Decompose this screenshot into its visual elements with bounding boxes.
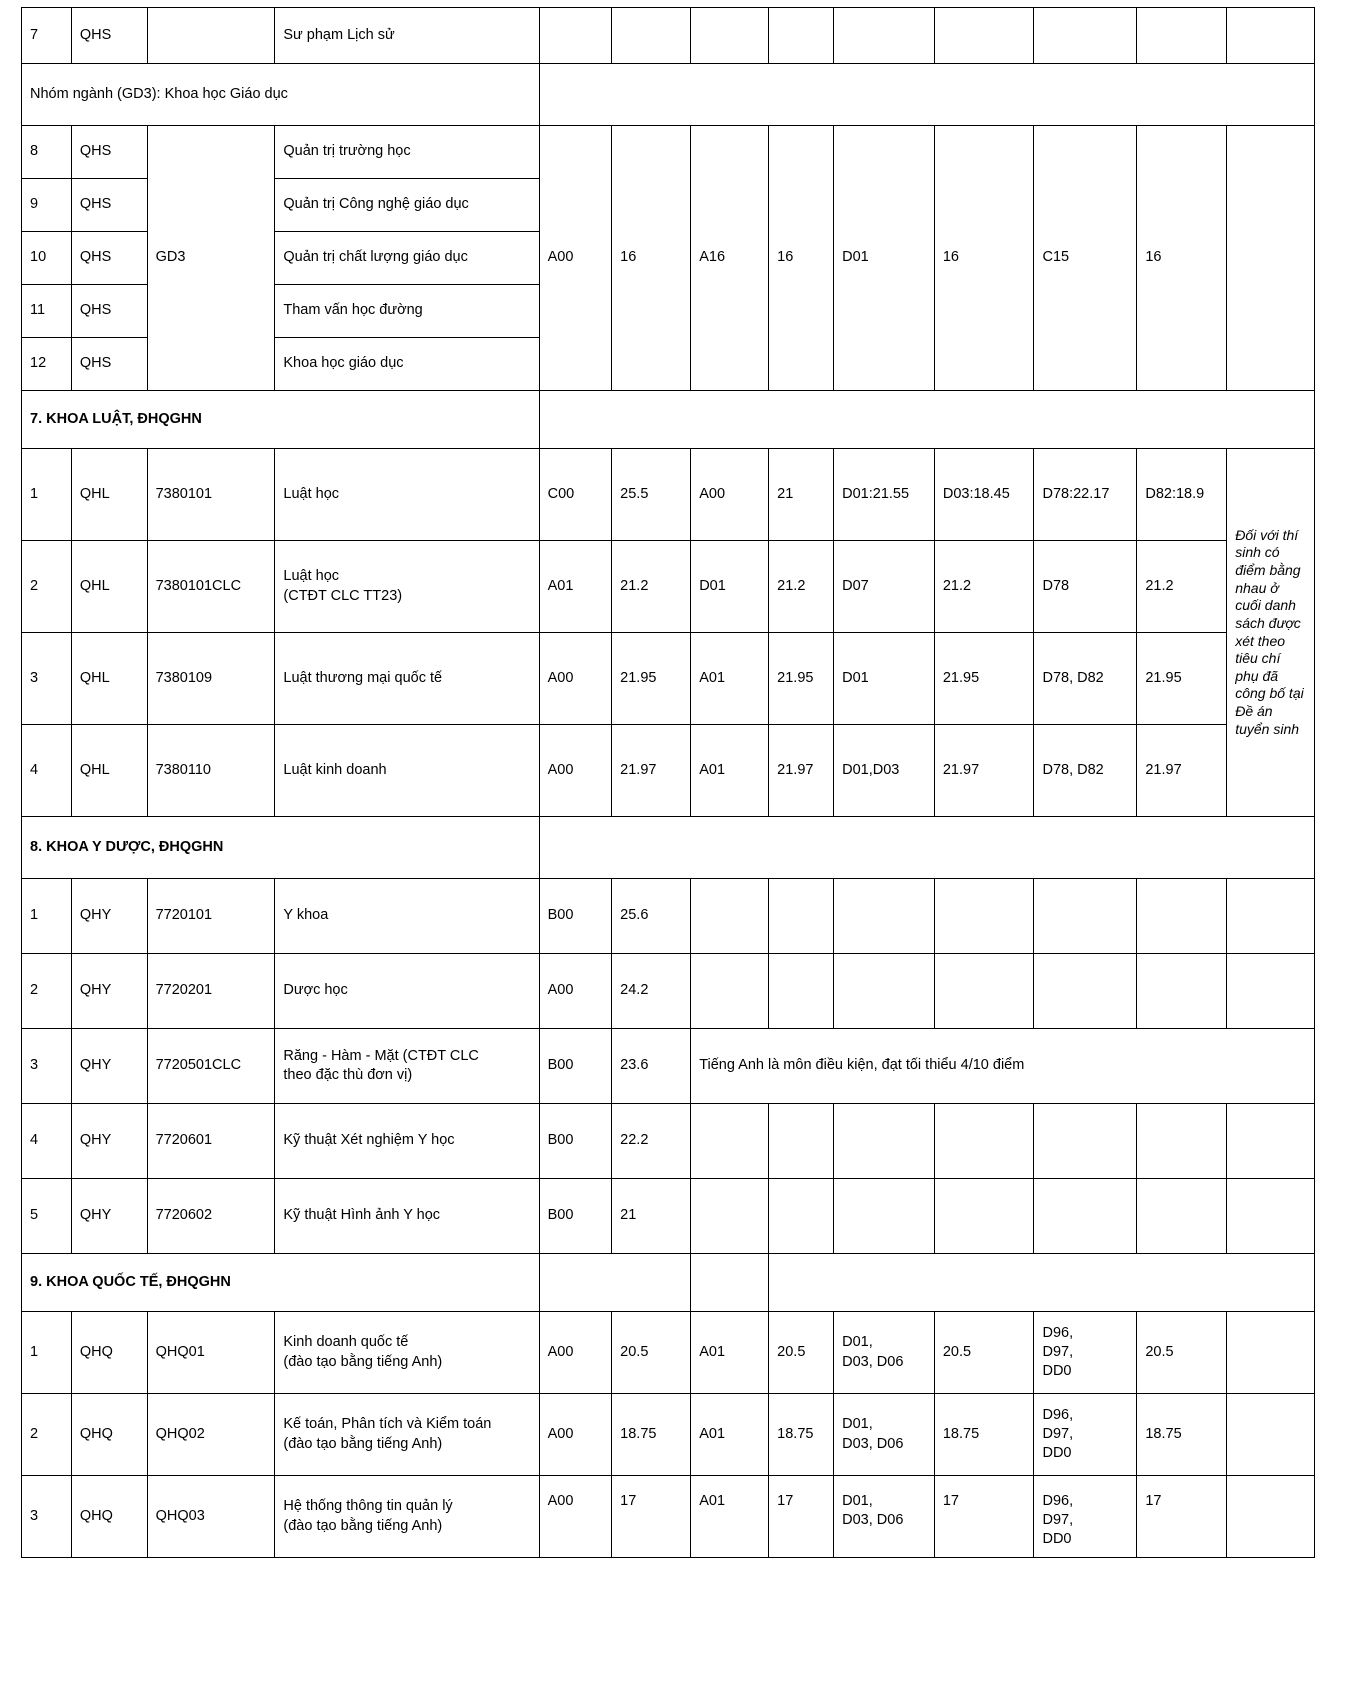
row-number: 3 — [22, 1029, 72, 1104]
section-header-filler — [539, 391, 1314, 449]
score-3: 20.5 — [934, 1312, 1034, 1394]
score-1: 17 — [612, 1476, 691, 1558]
note-cell — [1227, 879, 1315, 954]
block-2: D01 — [691, 541, 769, 633]
shaded-cell — [834, 954, 935, 1029]
admission-score-table — [21, 7, 1315, 1558]
section-title-khoa-luat: 7. KHOA LUẬT, ĐHQGHN — [22, 391, 540, 449]
row-number: 9 — [22, 179, 72, 232]
block-1: B00 — [539, 1029, 612, 1104]
shaded-cell — [834, 1104, 935, 1179]
row-number: 1 — [22, 449, 72, 541]
shaded-cell — [1034, 879, 1137, 954]
unit-code: QHS — [71, 285, 147, 338]
score-1: 18.75 — [612, 1394, 691, 1476]
major-name: Quản trị trường học — [275, 126, 539, 179]
table-row — [22, 633, 1315, 725]
table-row — [22, 1394, 1315, 1476]
shaded-cell — [691, 954, 769, 1029]
block-3 — [834, 8, 935, 64]
block-4: C15 — [1034, 126, 1137, 391]
major-name: Khoa học giáo dục — [275, 338, 539, 391]
score-3 — [934, 8, 1034, 64]
shaded-cell — [691, 1179, 769, 1254]
score-1: 23.6 — [612, 1029, 691, 1104]
shaded-cell — [769, 954, 834, 1029]
score-2: 21.97 — [769, 725, 834, 817]
score-3: D03:18.45 — [934, 449, 1034, 541]
block-2: A16 — [691, 126, 769, 391]
block-1: A00 — [539, 1476, 612, 1558]
score-2: 17 — [769, 1476, 834, 1558]
score-4: 21.97 — [1137, 725, 1227, 817]
unit-code: QHS — [71, 338, 147, 391]
major-name: Luật học (CTĐT CLC TT23) — [275, 541, 539, 633]
shaded-cell — [834, 1179, 935, 1254]
shaded-cell — [691, 879, 769, 954]
table-row — [22, 1476, 1315, 1558]
block-4: D96, D97, DD0 — [1034, 1312, 1137, 1394]
major-name: Luật kinh doanh — [275, 725, 539, 817]
block-1: A01 — [539, 541, 612, 633]
block-1 — [539, 8, 612, 64]
block-3: D07 — [834, 541, 935, 633]
major-name: Răng - Hàm - Mặt (CTĐT CLC theo đặc thù đơn vị) — [275, 1029, 539, 1104]
shaded-cell — [769, 879, 834, 954]
unit-code: QHS — [71, 126, 147, 179]
note-cell — [1227, 1476, 1315, 1558]
score-2: 21 — [769, 449, 834, 541]
group-header-label: Nhóm ngành (GD3): Khoa học Giáo dục — [22, 64, 540, 126]
shaded-cell — [1137, 1179, 1227, 1254]
major-code: QHQ03 — [147, 1476, 275, 1558]
score-2: 18.75 — [769, 1394, 834, 1476]
table-row — [22, 449, 1315, 541]
row-number: 1 — [22, 879, 72, 954]
note-cell — [1227, 1394, 1315, 1476]
section-header-filler — [539, 817, 1314, 879]
block-1: A00 — [539, 954, 612, 1029]
block-1: A00 — [539, 1312, 612, 1394]
score-1: 20.5 — [612, 1312, 691, 1394]
table-row — [22, 541, 1315, 633]
major-code: 7380101CLC — [147, 541, 275, 633]
table-row — [22, 1312, 1315, 1394]
major-code — [147, 8, 275, 64]
score-3: 21.2 — [934, 541, 1034, 633]
table-row — [22, 1179, 1315, 1254]
unit-code: QHQ — [71, 1476, 147, 1558]
note-cell — [1227, 126, 1315, 391]
unit-code: QHS — [71, 8, 147, 64]
section-header-filler — [539, 1254, 691, 1312]
block-1: A00 — [539, 633, 612, 725]
block-1: B00 — [539, 1104, 612, 1179]
shaded-cell — [1137, 954, 1227, 1029]
table-row — [22, 954, 1315, 1029]
shaded-cell — [934, 954, 1034, 1029]
score-1: 21.97 — [612, 725, 691, 817]
note-cell — [1227, 8, 1315, 64]
block-4: D96, D97, DD0 — [1034, 1476, 1137, 1558]
block-4: D78, D82 — [1034, 633, 1137, 725]
block-3: D01 — [834, 633, 935, 725]
block-3: D01:21.55 — [834, 449, 935, 541]
row-number: 3 — [22, 633, 72, 725]
major-name: Tham vấn học đường — [275, 285, 539, 338]
english-condition-note: Tiếng Anh là môn điều kiện, đạt tối thiểu 4/10 điểm — [691, 1029, 1315, 1104]
block-3: D01 — [834, 126, 935, 391]
major-name: Luật học — [275, 449, 539, 541]
row-number: 2 — [22, 541, 72, 633]
major-name: Hệ thống thông tin quản lý (đào tạo bằng tiếng Anh) — [275, 1476, 539, 1558]
score-3: 16 — [934, 126, 1034, 391]
block-1: C00 — [539, 449, 612, 541]
major-name: Sư phạm Lịch sử — [275, 8, 539, 64]
score-1: 16 — [612, 126, 691, 391]
section-header-row — [22, 391, 1315, 449]
block-2: A01 — [691, 1394, 769, 1476]
major-name: Kinh doanh quốc tế (đào tạo bằng tiếng Anh) — [275, 1312, 539, 1394]
row-number: 10 — [22, 232, 72, 285]
shaded-cell — [1034, 1179, 1137, 1254]
shaded-cell — [934, 879, 1034, 954]
major-code: 7720601 — [147, 1104, 275, 1179]
block-2: A01 — [691, 1312, 769, 1394]
table-row — [22, 126, 1315, 179]
table-row — [22, 1029, 1315, 1104]
section-header-filler — [769, 1254, 1315, 1312]
shaded-cell — [1137, 1104, 1227, 1179]
block-4 — [1034, 8, 1137, 64]
unit-code: QHY — [71, 1104, 147, 1179]
major-code: QHQ02 — [147, 1394, 275, 1476]
row-number: 3 — [22, 1476, 72, 1558]
block-2: A01 — [691, 725, 769, 817]
shaded-cell — [769, 1179, 834, 1254]
score-4: 18.75 — [1137, 1394, 1227, 1476]
score-1: 21.95 — [612, 633, 691, 725]
block-1: A00 — [539, 1394, 612, 1476]
score-1: 25.5 — [612, 449, 691, 541]
score-3: 21.97 — [934, 725, 1034, 817]
score-2: 21.95 — [769, 633, 834, 725]
row-number: 2 — [22, 954, 72, 1029]
unit-code: QHY — [71, 954, 147, 1029]
major-name: Dược học — [275, 954, 539, 1029]
block-2 — [691, 8, 769, 64]
row-number: 2 — [22, 1394, 72, 1476]
major-code: GD3 — [147, 126, 275, 391]
major-code: 7720602 — [147, 1179, 275, 1254]
score-2: 16 — [769, 126, 834, 391]
score-1: 24.2 — [612, 954, 691, 1029]
unit-code: QHS — [71, 232, 147, 285]
block-3: D01,D03 — [834, 725, 935, 817]
shaded-cell — [691, 1104, 769, 1179]
block-4: D78, D82 — [1034, 725, 1137, 817]
score-4: 21.2 — [1137, 541, 1227, 633]
note-cell — [1227, 954, 1315, 1029]
score-4: 20.5 — [1137, 1312, 1227, 1394]
score-1: 21.2 — [612, 541, 691, 633]
shaded-cell — [934, 1179, 1034, 1254]
shaded-cell — [1034, 1104, 1137, 1179]
score-2: 21.2 — [769, 541, 834, 633]
row-number: 5 — [22, 1179, 72, 1254]
shaded-cell — [1034, 954, 1137, 1029]
score-1: 25.6 — [612, 879, 691, 954]
block-4: D78:22.17 — [1034, 449, 1137, 541]
shaded-cell — [834, 879, 935, 954]
major-code: 7720101 — [147, 879, 275, 954]
major-code: 7380101 — [147, 449, 275, 541]
row-number: 8 — [22, 126, 72, 179]
major-name: Y khoa — [275, 879, 539, 954]
major-code: 7720501CLC — [147, 1029, 275, 1104]
major-name: Kỹ thuật Xét nghiệm Y học — [275, 1104, 539, 1179]
major-code: 7380109 — [147, 633, 275, 725]
major-name: Quản trị chất lượng giáo dục — [275, 232, 539, 285]
block-1: A00 — [539, 725, 612, 817]
unit-code: QHQ — [71, 1394, 147, 1476]
score-3: 17 — [934, 1476, 1034, 1558]
section-header-row — [22, 817, 1315, 879]
row-number: 11 — [22, 285, 72, 338]
block-2: A01 — [691, 1476, 769, 1558]
block-4: D78 — [1034, 541, 1137, 633]
unit-code: QHL — [71, 633, 147, 725]
score-4 — [1137, 8, 1227, 64]
unit-code: QHL — [71, 541, 147, 633]
unit-code: QHS — [71, 179, 147, 232]
shaded-cell — [769, 1104, 834, 1179]
block-3: D01, D03, D06 — [834, 1476, 935, 1558]
score-table-page — [0, 7, 1345, 1708]
score-1: 22.2 — [612, 1104, 691, 1179]
block-1: B00 — [539, 1179, 612, 1254]
unit-code: QHY — [71, 879, 147, 954]
score-3: 18.75 — [934, 1394, 1034, 1476]
unit-code: QHL — [71, 725, 147, 817]
note-cell — [1227, 1312, 1315, 1394]
note-cell — [1227, 1104, 1315, 1179]
score-4: 17 — [1137, 1476, 1227, 1558]
table-row — [22, 725, 1315, 817]
major-code: QHQ01 — [147, 1312, 275, 1394]
note-cell — [1227, 1179, 1315, 1254]
major-name: Luật thương mại quốc tế — [275, 633, 539, 725]
major-name: Kỹ thuật Hình ảnh Y học — [275, 1179, 539, 1254]
unit-code: QHL — [71, 449, 147, 541]
block-3: D01, D03, D06 — [834, 1394, 935, 1476]
row-number: 1 — [22, 1312, 72, 1394]
group-header-filler — [539, 64, 1314, 126]
block-1: A00 — [539, 126, 612, 391]
shaded-cell — [1137, 879, 1227, 954]
score-3: 21.95 — [934, 633, 1034, 725]
section-header-row — [22, 1254, 1315, 1312]
table-row — [22, 8, 1315, 64]
shaded-cell — [934, 1104, 1034, 1179]
law-tiebreak-note: Đối với thí sinh có điểm bằng nhau ở cuối danh sách được xét theo tiêu chí phụ đã công bố tại Đề án tuyển sinh — [1227, 449, 1315, 817]
major-code: 7380110 — [147, 725, 275, 817]
block-4: D96, D97, DD0 — [1034, 1394, 1137, 1476]
score-2: 20.5 — [769, 1312, 834, 1394]
row-number: 7 — [22, 8, 72, 64]
unit-code: QHY — [71, 1029, 147, 1104]
unit-code: QHY — [71, 1179, 147, 1254]
block-1: B00 — [539, 879, 612, 954]
section-title-khoa-y-duoc: 8. KHOA Y DƯỢC, ĐHQGHN — [22, 817, 540, 879]
row-number: 12 — [22, 338, 72, 391]
section-header-filler — [691, 1254, 769, 1312]
major-name: Kế toán, Phân tích và Kiểm toán (đào tạo bằng tiếng Anh) — [275, 1394, 539, 1476]
block-2: A01 — [691, 633, 769, 725]
score-4: 21.95 — [1137, 633, 1227, 725]
major-code: 7720201 — [147, 954, 275, 1029]
score-4: D82:18.9 — [1137, 449, 1227, 541]
block-3: D01, D03, D06 — [834, 1312, 935, 1394]
major-name: Quản trị Công nghệ giáo dục — [275, 179, 539, 232]
row-number: 4 — [22, 1104, 72, 1179]
table-row — [22, 1104, 1315, 1179]
block-2: A00 — [691, 449, 769, 541]
section-title-khoa-quoc-te: 9. KHOA QUỐC TẾ, ĐHQGHN — [22, 1254, 540, 1312]
score-1 — [612, 8, 691, 64]
score-4: 16 — [1137, 126, 1227, 391]
unit-code: QHQ — [71, 1312, 147, 1394]
row-number: 4 — [22, 725, 72, 817]
table-row — [22, 879, 1315, 954]
group-header-row — [22, 64, 1315, 126]
score-2 — [769, 8, 834, 64]
score-1: 21 — [612, 1179, 691, 1254]
